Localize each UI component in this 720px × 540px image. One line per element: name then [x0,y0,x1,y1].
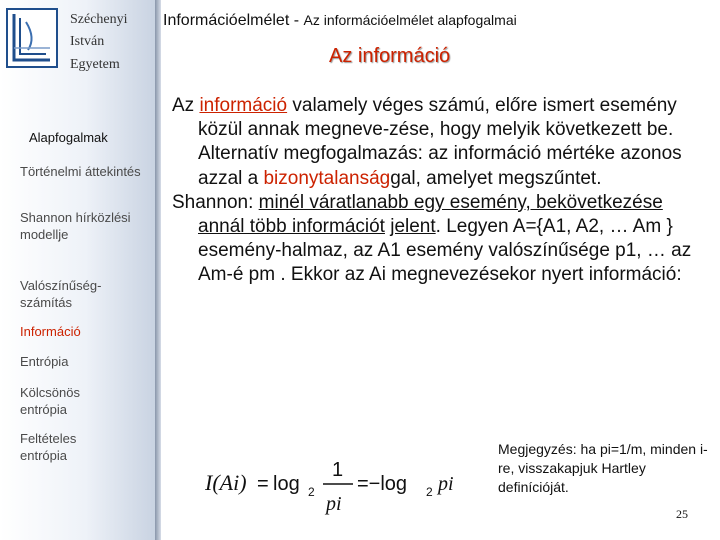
sidebar-heading: Alapfogalmak [29,130,108,145]
university-logo [6,8,58,68]
university-name-line-3: Egyetem [70,57,120,72]
sidebar-item-shannon[interactable]: Shannon hírközlési modellje [20,210,131,242]
sidebar-item-tortenelmi[interactable]: Történelmi áttekintés [20,164,141,179]
sidebar [0,0,155,540]
formula-eq: = [257,473,269,495]
formula-denominator: pi [326,493,342,515]
course-name: Információelmélet - [163,12,304,29]
formula-numerator: 1 [332,459,344,481]
term-informacio: információ [199,95,288,116]
sidebar-item-valoszinuseg[interactable]: Valószínűség-számítás [20,278,102,310]
header-title [163,12,517,30]
formula-lhs: I(Ai) [205,470,247,495]
definition-paragraph: Az információ valamely véges számú, előre ismert esemény közül annak megneve-zése, hogy melyik következett be. [172,95,677,141]
formula-base: 2 [308,485,315,499]
shannon-paragraph: Shannon: minél váratlanabb egy esemény, bekövetkezése annál több információt jelent. Legyen A={A1, A2, … Am } esemény-halmaz, az A1 esemény valószínűsége p1, … az Am-é pm . Ekkor az Ai megnevezésekor nyert információ: [172,191,692,286]
sidebar-divider [155,0,161,540]
term-bizonytalansag: bizonytalanság [263,167,391,189]
chapter-subtitle: Az információelmélet alapfogalmai [303,12,517,28]
formula-minus-log: =−log [357,473,408,495]
formula-arg: pi [438,473,454,495]
university-name-line-2: István [70,34,105,49]
sidebar-item-kolcsonos[interactable]: Kölcsönös entrópia [20,385,80,417]
formula-base-2: 2 [426,485,433,499]
page-number: 25 [676,507,688,521]
sidebar-item-informacio[interactable]: Információ [20,324,81,339]
information-formula [205,454,475,524]
formula-log: log [273,473,300,495]
note: Megjegyzés: ha pi=1/m, minden i-re, visszakapjuk Hartley definícióját. [498,441,708,495]
university-name-line-1: Széchenyi [70,12,128,27]
sidebar-item-entropia[interactable]: Entrópia [20,354,69,369]
slide-title: Az információ [329,45,451,67]
alternative-paragraph: Alternatív megfogalmazás: az információ mértéke azonos azzal a bizonytalansággal, amelyet megszűntet. [198,143,682,189]
slide-body [172,94,712,288]
sidebar-item-felteteles[interactable]: Feltételes entrópia [20,431,77,463]
